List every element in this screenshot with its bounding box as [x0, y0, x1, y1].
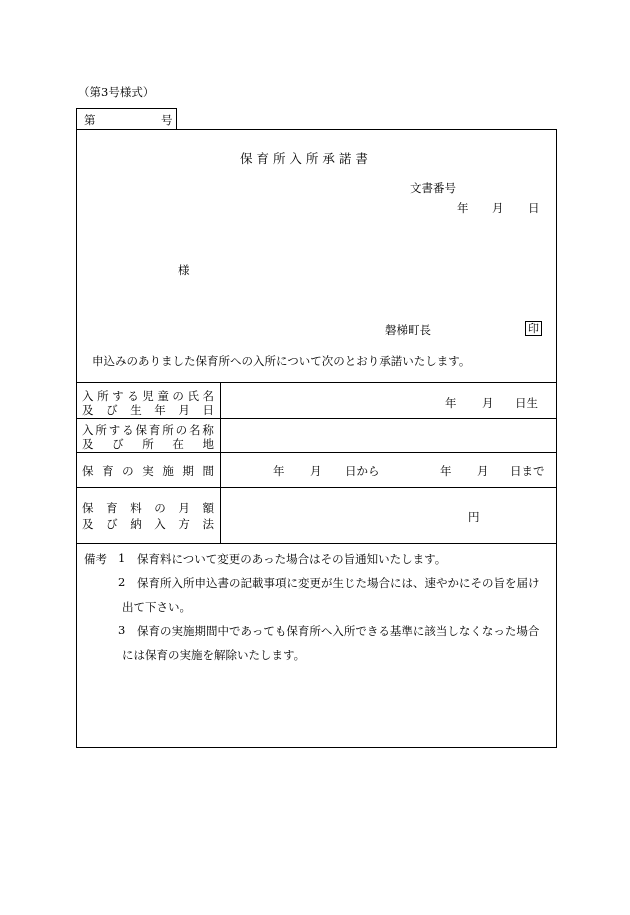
note-text-continued: には保育の実施を解除いたします。: [122, 648, 306, 662]
row-divider: [76, 487, 557, 488]
period-start-year: 年: [273, 464, 285, 478]
note-text-continued: 出て下さい。: [122, 600, 191, 614]
period-end-month: 月: [477, 464, 489, 478]
facility-address-label: 及 び 所 在 地: [82, 437, 214, 451]
notes-label: 備考: [84, 552, 107, 566]
date-year: 年: [457, 201, 469, 215]
date-day: 日: [528, 201, 540, 215]
period-label: 保 育 の 実 施 期 間: [82, 464, 214, 478]
number-label-dai: 第: [84, 113, 96, 127]
note-text: 保育料について変更のあった場合はその旨通知いたします。: [137, 552, 447, 566]
note-text: 保育所入所申込書の記載事項に変更が生じた場合には、速やかにその旨を届け: [137, 576, 540, 590]
seal-mark: 印: [525, 321, 542, 336]
date-month: 月: [492, 201, 504, 215]
number-label-go: 号: [161, 113, 173, 127]
doc-number-label: 文書番号: [410, 181, 456, 195]
note-number: 2: [118, 575, 126, 589]
approval-statement: 申込みのありました保育所への入所について次のとおり承諾いたします。: [92, 354, 471, 368]
note-number: 1: [118, 551, 126, 565]
row-divider: [76, 382, 557, 383]
note-number: 3: [118, 623, 126, 637]
child-birth-year: 年: [445, 396, 457, 410]
period-start-day: 日から: [345, 464, 380, 478]
facility-name-label: 入 所 す る 保 育 所 の 名 称: [82, 423, 214, 437]
addressee-suffix: 様: [178, 263, 190, 277]
period-start-month: 月: [310, 464, 322, 478]
child-birth-day: 日生: [515, 396, 538, 410]
note-text: 保育の実施期間中であっても保育所へ入所できる基準に該当しなくなった場合: [137, 624, 540, 638]
form-code: （第3号様式）: [78, 85, 155, 99]
row-divider: [76, 543, 557, 544]
document-title: 保 育 所 入 所 承 諾 書: [240, 151, 368, 166]
child-birthdate-label: 及 び 生 年 月 日: [82, 403, 214, 417]
fee-yen: 円: [468, 510, 480, 524]
column-divider: [220, 382, 221, 543]
child-name-label: 入 所 す る 児 童 の 氏 名: [82, 389, 214, 403]
fee-amount-label: 保 育 料 の 月 額: [82, 501, 214, 515]
period-end-day: 日まで: [510, 464, 545, 478]
period-end-year: 年: [440, 464, 452, 478]
row-divider: [76, 452, 557, 453]
row-divider: [76, 418, 557, 419]
issuer-title: 磐梯町長: [385, 323, 431, 337]
fee-method-label: 及 び 納 入 方 法: [82, 517, 214, 531]
child-birth-month: 月: [482, 396, 494, 410]
